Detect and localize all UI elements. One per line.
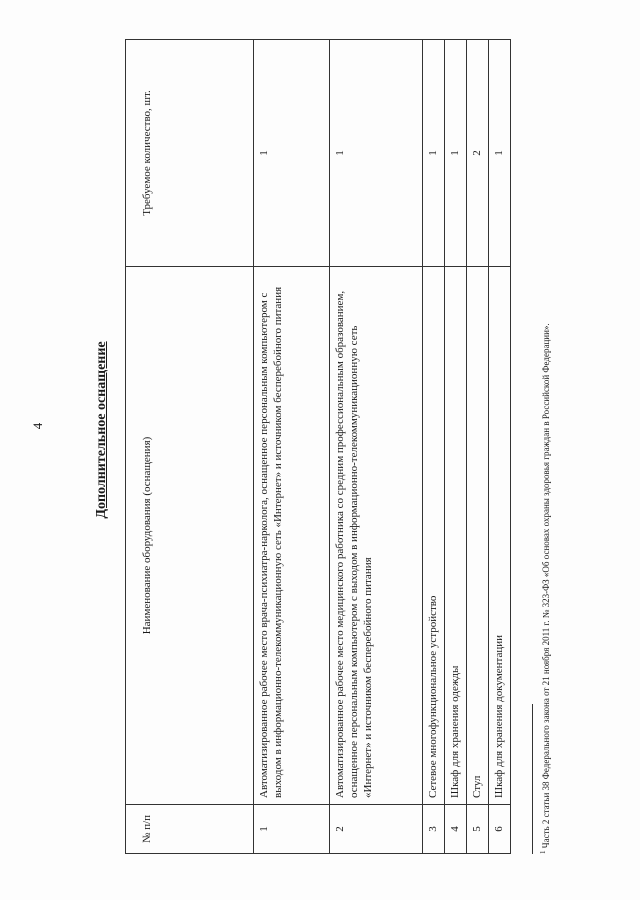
footnote bbox=[538, 54, 552, 854]
row-qty: 1 bbox=[330, 40, 423, 267]
table-row bbox=[445, 40, 467, 854]
row-name: Автоматизированное рабочее место медицинского работника со средним профессиональным образованием, оснащенное персональным компьютером с выходом в информационно-телекоммуникационную сеть «Интернет» и источником бесперебойного питания bbox=[330, 267, 423, 805]
header-name: Наименование оборудования (оснащения) bbox=[126, 267, 254, 805]
header-num: № п/п bbox=[126, 805, 254, 854]
footnote-text: Часть 2 статьи 38 Федерального закона от 21 ноября 2011 г. № 323-ФЗ «Об основах охраны здоровья граждан в Российской Федерации». bbox=[541, 323, 551, 849]
row-num: 6 bbox=[489, 805, 511, 854]
row-name: Стул bbox=[467, 267, 489, 805]
row-num: 1 bbox=[254, 805, 330, 854]
table-row bbox=[330, 40, 423, 854]
row-qty: 1 bbox=[445, 40, 467, 267]
row-name: Шкаф для хранения одежды bbox=[445, 267, 467, 805]
footnote-divider bbox=[532, 704, 533, 854]
section-title: Дополнительное оснащение bbox=[94, 341, 109, 519]
table-row bbox=[489, 40, 511, 854]
row-name: Автоматизированное рабочее место врача-психиатра-нарколога, оснащенное персональным компьютером с выходом в информационно-телекоммуникационную сеть «Интернет» и источником бесперебойного питания bbox=[254, 267, 330, 805]
page-number: 4 bbox=[30, 422, 45, 430]
equipment-table bbox=[125, 39, 511, 854]
row-qty: 1 bbox=[489, 40, 511, 267]
row-num: 4 bbox=[445, 805, 467, 854]
table-row bbox=[423, 40, 445, 854]
table-header-row bbox=[126, 40, 254, 854]
row-name: Шкаф для хранения документации bbox=[489, 267, 511, 805]
row-qty: 1 bbox=[423, 40, 445, 267]
footnote-marker: 1 bbox=[539, 850, 547, 854]
row-num: 2 bbox=[330, 805, 423, 854]
row-num: 3 bbox=[423, 805, 445, 854]
row-qty: 1 bbox=[254, 40, 330, 267]
row-qty: 2 bbox=[467, 40, 489, 267]
table-row bbox=[467, 40, 489, 854]
header-qty: Требуемое количество, шт. bbox=[126, 40, 254, 267]
row-num: 5 bbox=[467, 805, 489, 854]
row-name: Сетевое многофункциональное устройство bbox=[423, 267, 445, 805]
table-row bbox=[254, 40, 330, 854]
